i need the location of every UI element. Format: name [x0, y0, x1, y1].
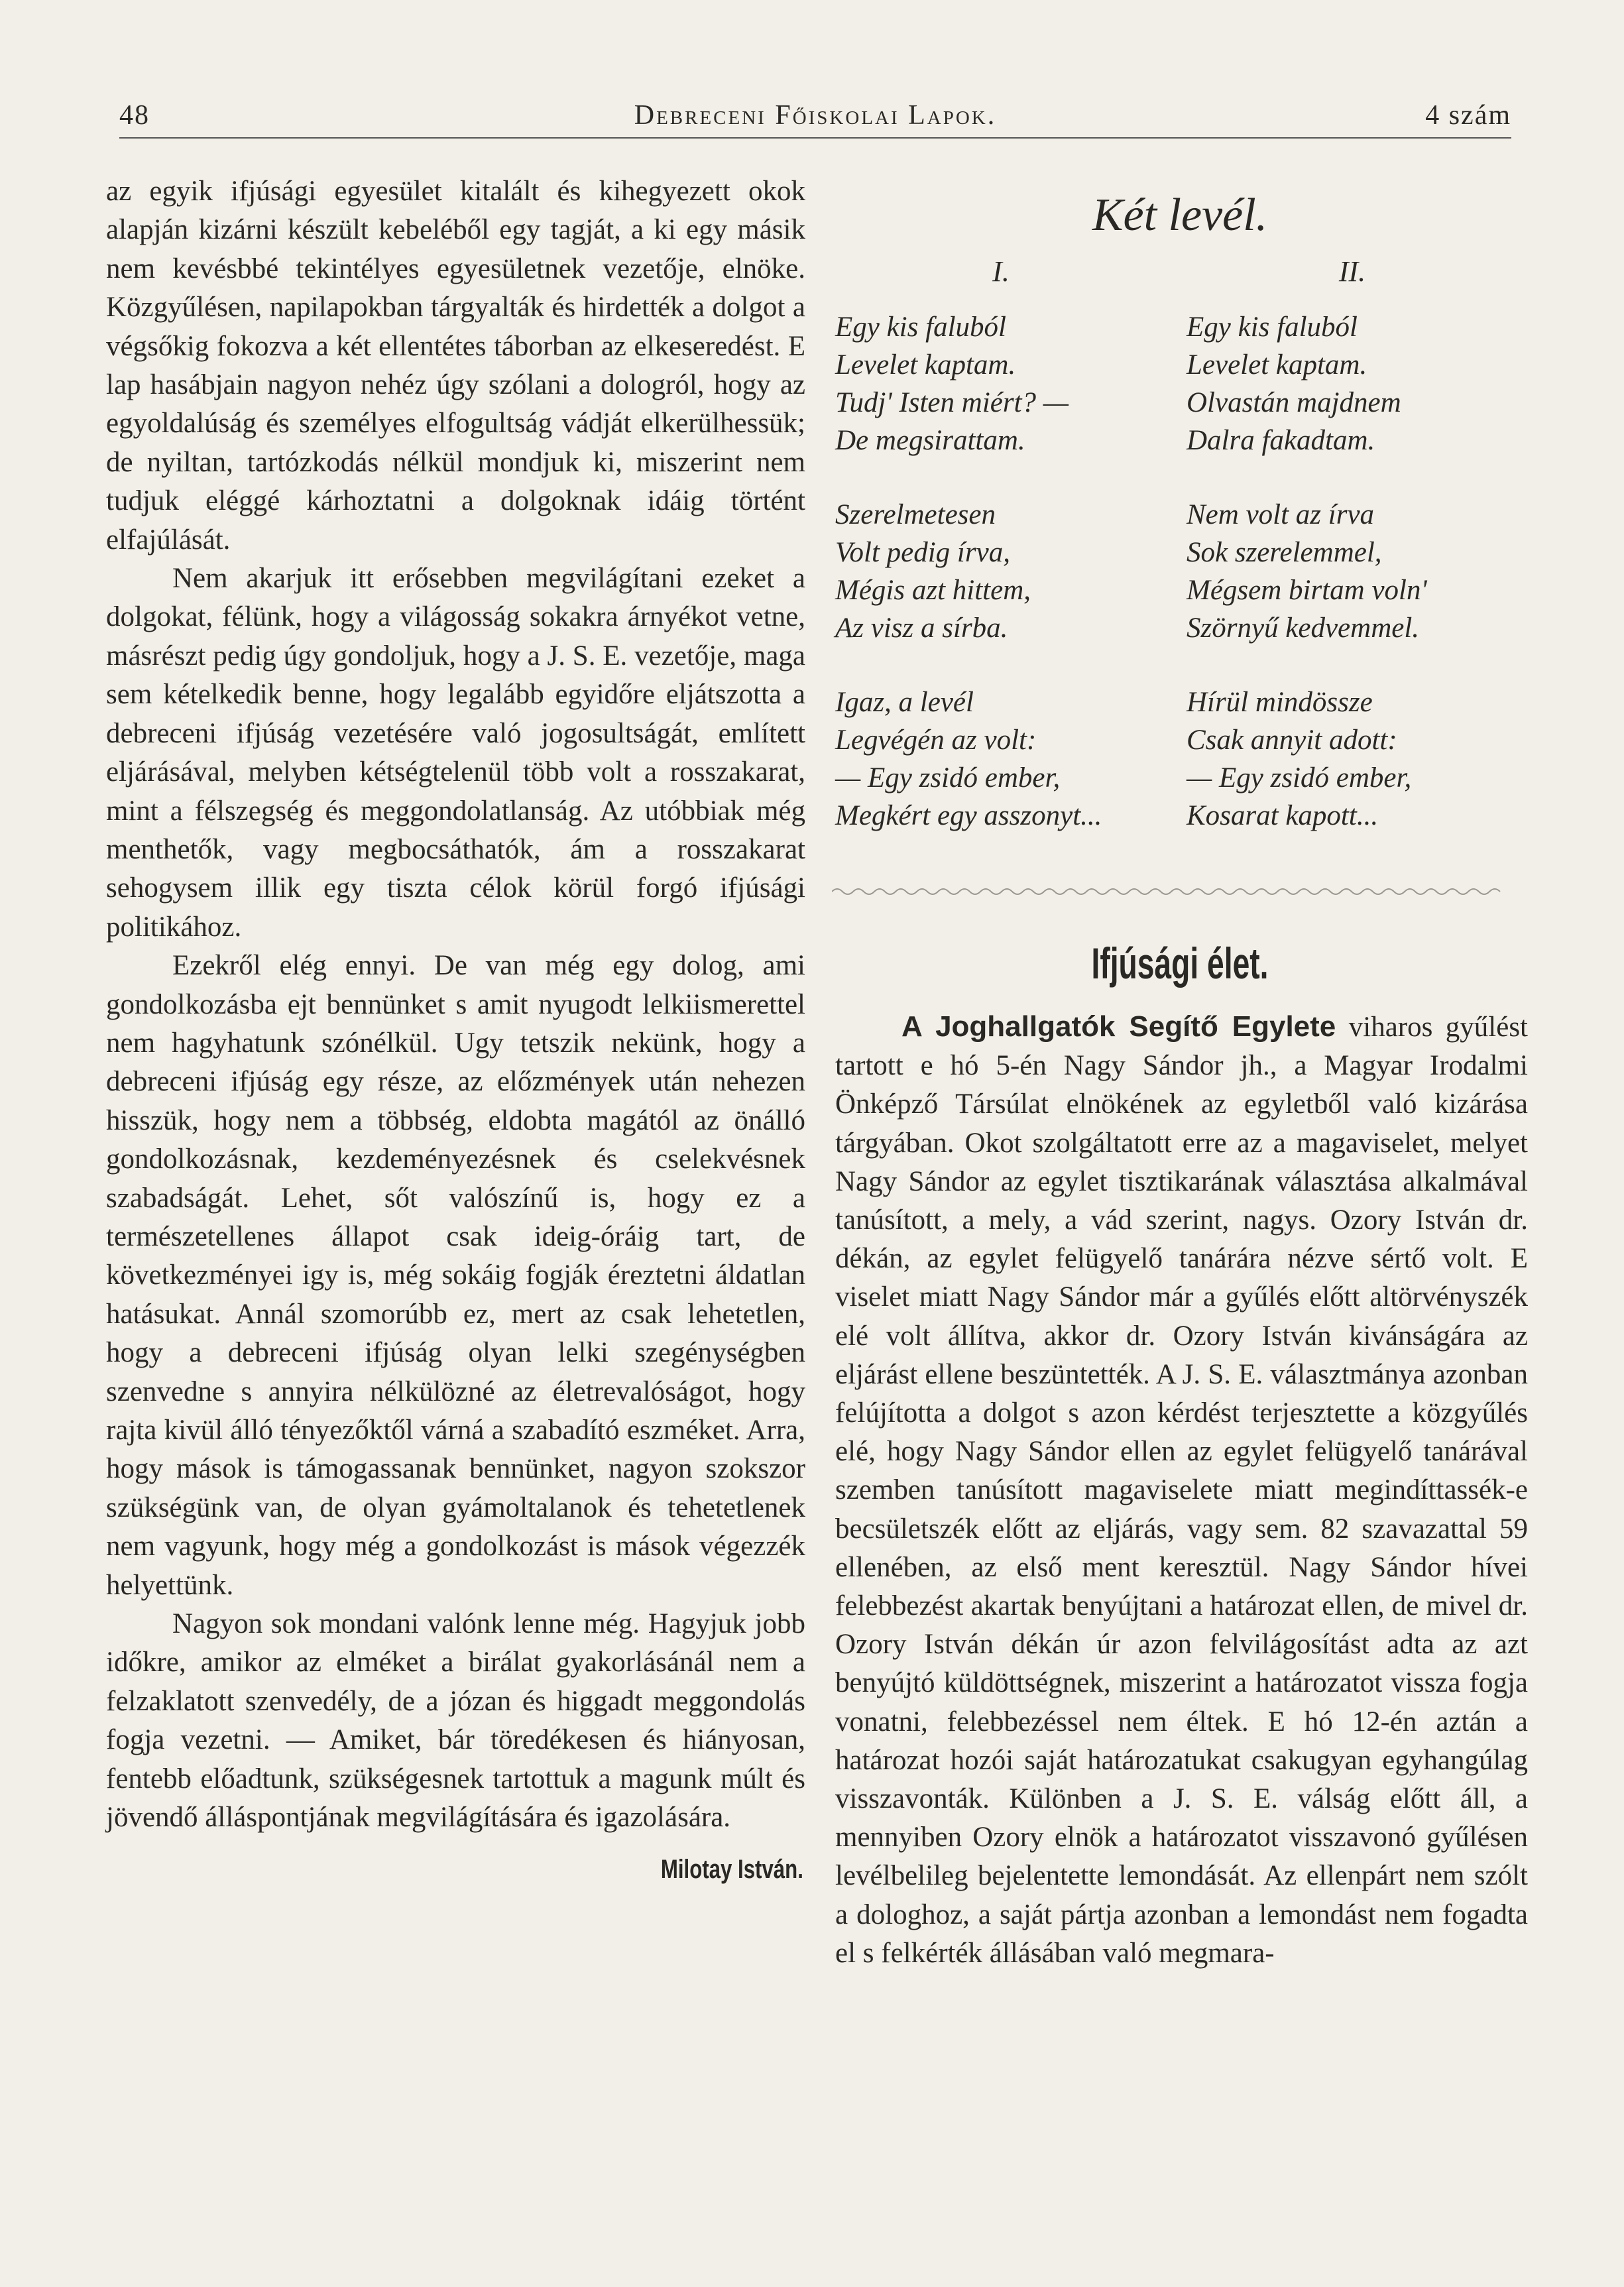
- verse-line: Olvastán majdnem: [1187, 387, 1401, 418]
- article-body: viharos gyűlést tartott e hó 5-én Nagy Sándor jh., a Magyar Irodalmi Önképző Társúlat elnökének az egyletből való kizárása tárgyában. Okot szolgáltatott erre az a magaviselet, melyet Nagy Sándor az egylet tisztikarának választása alkalmával tanúsított, a mely, a vád szerint, nagys. Ozory István dr. dékán, az egylet felügyelő tanárára nézve sértő volt. E viselet miatt Nagy Sándor már a gyűlés előtt altörvényszék elé volt állítva, akkor dr. Ozory István kivánságára az eljárást ellene beszüntették. A J. S. E. választmánya azonban felújította a dolgot s azon kérdést terjesztette a közgyűlés elé, hogy Nagy Sándor ellen az egylet felügyelő tanárával szemben tanúsított magaviselete miatt megindíttassék-e becsületszék előtt az eljárás, vagy sem. 82 szavazattal 59 ellenében, az első ment keresztül. Nagy Sándor hívei felebbezést akartak benyújtani a határozat ellen, de mivel dr. Ozory István dékán úr azon felvilágosítást adta az azt benyújtó küldöttségnek, miszerint a határozatot vissza fogja vonatni, felebbezéssel nem éltek. E hó 12-én aztán a határozat hozói saját határozatukat csakugyan egyhangúlag visszavonták. Különben a J. S. E. válság előtt áll, a mennyiben Ozory elnök a határozatot visszavonó gyűlésen levélbelileg bejelentette lemondását. Az ellenpárt nem szólt a dologhoz, a saját pártja azonban a lemondást nem fogadta el s felkérték állásában való megmara-: [835, 1012, 1529, 1969]
- verse-line: Levelet kaptam.: [1187, 349, 1367, 381]
- verse-line: Csak annyit adott:: [1187, 725, 1397, 756]
- verse-line: Mégsem birtam voln': [1187, 575, 1427, 606]
- poem-part-1: [835, 252, 1167, 835]
- verse-line: — Egy zsidó ember,: [1187, 762, 1412, 793]
- right-column: [832, 172, 1528, 888]
- verse-line: — Egy zsidó ember,: [835, 762, 1061, 793]
- verse-line: Nem volt az írva: [1187, 499, 1375, 530]
- poem-body: [832, 252, 1528, 888]
- issue-number: 4 szám: [1425, 100, 1511, 131]
- author-signature: Milotay István.: [660, 1855, 803, 1885]
- verse-line: Szörnyű kedvemmel.: [1187, 613, 1420, 644]
- paragraph: Ezekről elég ennyi. De van még egy dolog, ami gondolkozásba ejt bennünket s amit nyugodt lelkiismerettel nem hagyhatunk szónélkül. Ugy tetszik nekünk, hogy a debreceni ifjúság egy része, az előzmények után nehezen hisszük, hogy nem a többség, eldobta magától az önálló gondolkozásnak, kezdeményezésnek és cselekvésnek szabadságát. Lehet, sőt valószínű is, hogy ez a természetellenes állapot csak ideig-óráig tart, de következményei igy is, még sokáig fogják éreztetni áldatlan hatásukat. Annál szomorúbb ez, mert az csak lehetetlen, hogy a debreceni ifjúság olyan lelki szegénységben szenvedne s annyira nélkülözné az életrevalóságot, hogy rajta kivül álló tényezőktől várná a szabadító eszméket. Arra, hogy mások is támogassanak bennünket, nagyon szokszor szükségünk van, de olyan gyámoltalanok és tehetetlenek nem vagyunk, hogy még a gondolkozást is mások végezzék helyettünk.: [106, 950, 805, 1601]
- stanza: [1187, 308, 1518, 459]
- stanza: [835, 496, 1167, 647]
- verse-line: Dalra fakadtam.: [1187, 425, 1375, 456]
- paragraph: Nem akarjuk itt erősebben megvilágítani ezeket a dolgokat, félünk, hogy a világosság sokakra árnyékot vetne, másrészt pedig úgy gondoljuk, hogy a J. S. E. vezetője, maga sem kételkedik benne, hogy legalább egyidőre eljátszotta a debreceni ifjúság vezetésére való jogosultságát, említett eljárásával, melyben kétségtelenül több volt a rosszakarat, mint a félszegség és meggondolatlanság. Az utóbbiak még menthetők, vagy megbocsáthatók, ám a rosszakarat sehogysem illik egy tiszta célok körül forgó ifjúsági politikához.: [106, 563, 805, 943]
- poem-part-numeral: I.: [992, 255, 1010, 288]
- left-column: [106, 172, 805, 1889]
- stanza: [1187, 496, 1518, 647]
- verse-line: Megkért egy asszonyt...: [835, 800, 1102, 831]
- verse-line: Az visz a sírba.: [835, 613, 1008, 644]
- stanza: [835, 683, 1167, 835]
- verse-line: Szerelmetesen: [835, 499, 996, 530]
- verse-line: Egy kis faluból: [1187, 312, 1358, 343]
- verse-line: De megsirattam.: [835, 425, 1025, 456]
- wavy-divider: [832, 885, 1508, 898]
- section-heading: Ifjúsági élet.: [1091, 939, 1269, 988]
- verse-line: Egy kis faluból: [835, 312, 1006, 343]
- stanza: [835, 308, 1167, 459]
- verse-line: Legvégén az volt:: [835, 725, 1037, 756]
- verse-line: Hírül mindössze: [1187, 687, 1373, 718]
- poem-part-2: [1187, 252, 1518, 835]
- paragraph: Nagyon sok mondani valónk lenne még. Hagyjuk jobb időkre, amikor az elméket a birálat gyakorlásánál nem a felzaklatott szenvedély, de a józan és higgadt meggondolás fogja vezetni. — Amiket, bár töredékesen és hiányosan, fentebb előadtunk, szükségesnek tartottuk a magunk múlt és jövendő álláspontjának megvilágítására és igazolására.: [106, 1608, 805, 1834]
- paragraph: az egyik ifjúsági egyesület kitalált és kihegyezett okok alapján kizárni készült kebeléből egy tagját, a ki egy másik nem kevésbbé tekintélyes egyesületnek vezetője, elnöke. Közgyűlésen, napilapokban tárgyalták és hirdették a dolgot a végsőkig fokozva a két ellentétes táborban az elkeseredést. E lap hasábjain nagyon nehéz úgy szólani a dologról, hogy az egyoldalúság és személyes elfogultság vádját elkerülhessük; de nyiltan, tartózkodás nélkül mondjuk ki, miszerint nem tudjuk eléggé kárhoztatni a dolgoknak idáig történt elfajúlását.: [106, 176, 805, 556]
- poem-title: Két levél.: [1092, 190, 1268, 241]
- stanza: [1187, 683, 1518, 835]
- page-number: 48: [119, 100, 150, 131]
- verse-line: Levelet kaptam.: [835, 349, 1016, 381]
- verse-line: Tudj' Isten miért? —: [835, 387, 1069, 418]
- running-header: [119, 99, 1511, 139]
- verse-line: Volt pedig írva,: [835, 537, 1010, 568]
- poem-part-numeral: II.: [1338, 255, 1366, 288]
- journal-title: Debreceni Főiskolai Lapok.: [634, 100, 997, 131]
- verse-line: Igaz, a levél: [835, 687, 974, 718]
- article-lead: A Joghallgatók Segítő Egylete: [901, 1010, 1336, 1043]
- header-rule: [119, 137, 1511, 139]
- verse-line: Kosarat kapott...: [1187, 800, 1379, 831]
- verse-line: Mégis azt hittem,: [835, 575, 1031, 606]
- article-paragraph: [835, 1008, 1528, 1973]
- verse-line: Sok szerelemmel,: [1187, 537, 1382, 568]
- news-article: [835, 1008, 1528, 1973]
